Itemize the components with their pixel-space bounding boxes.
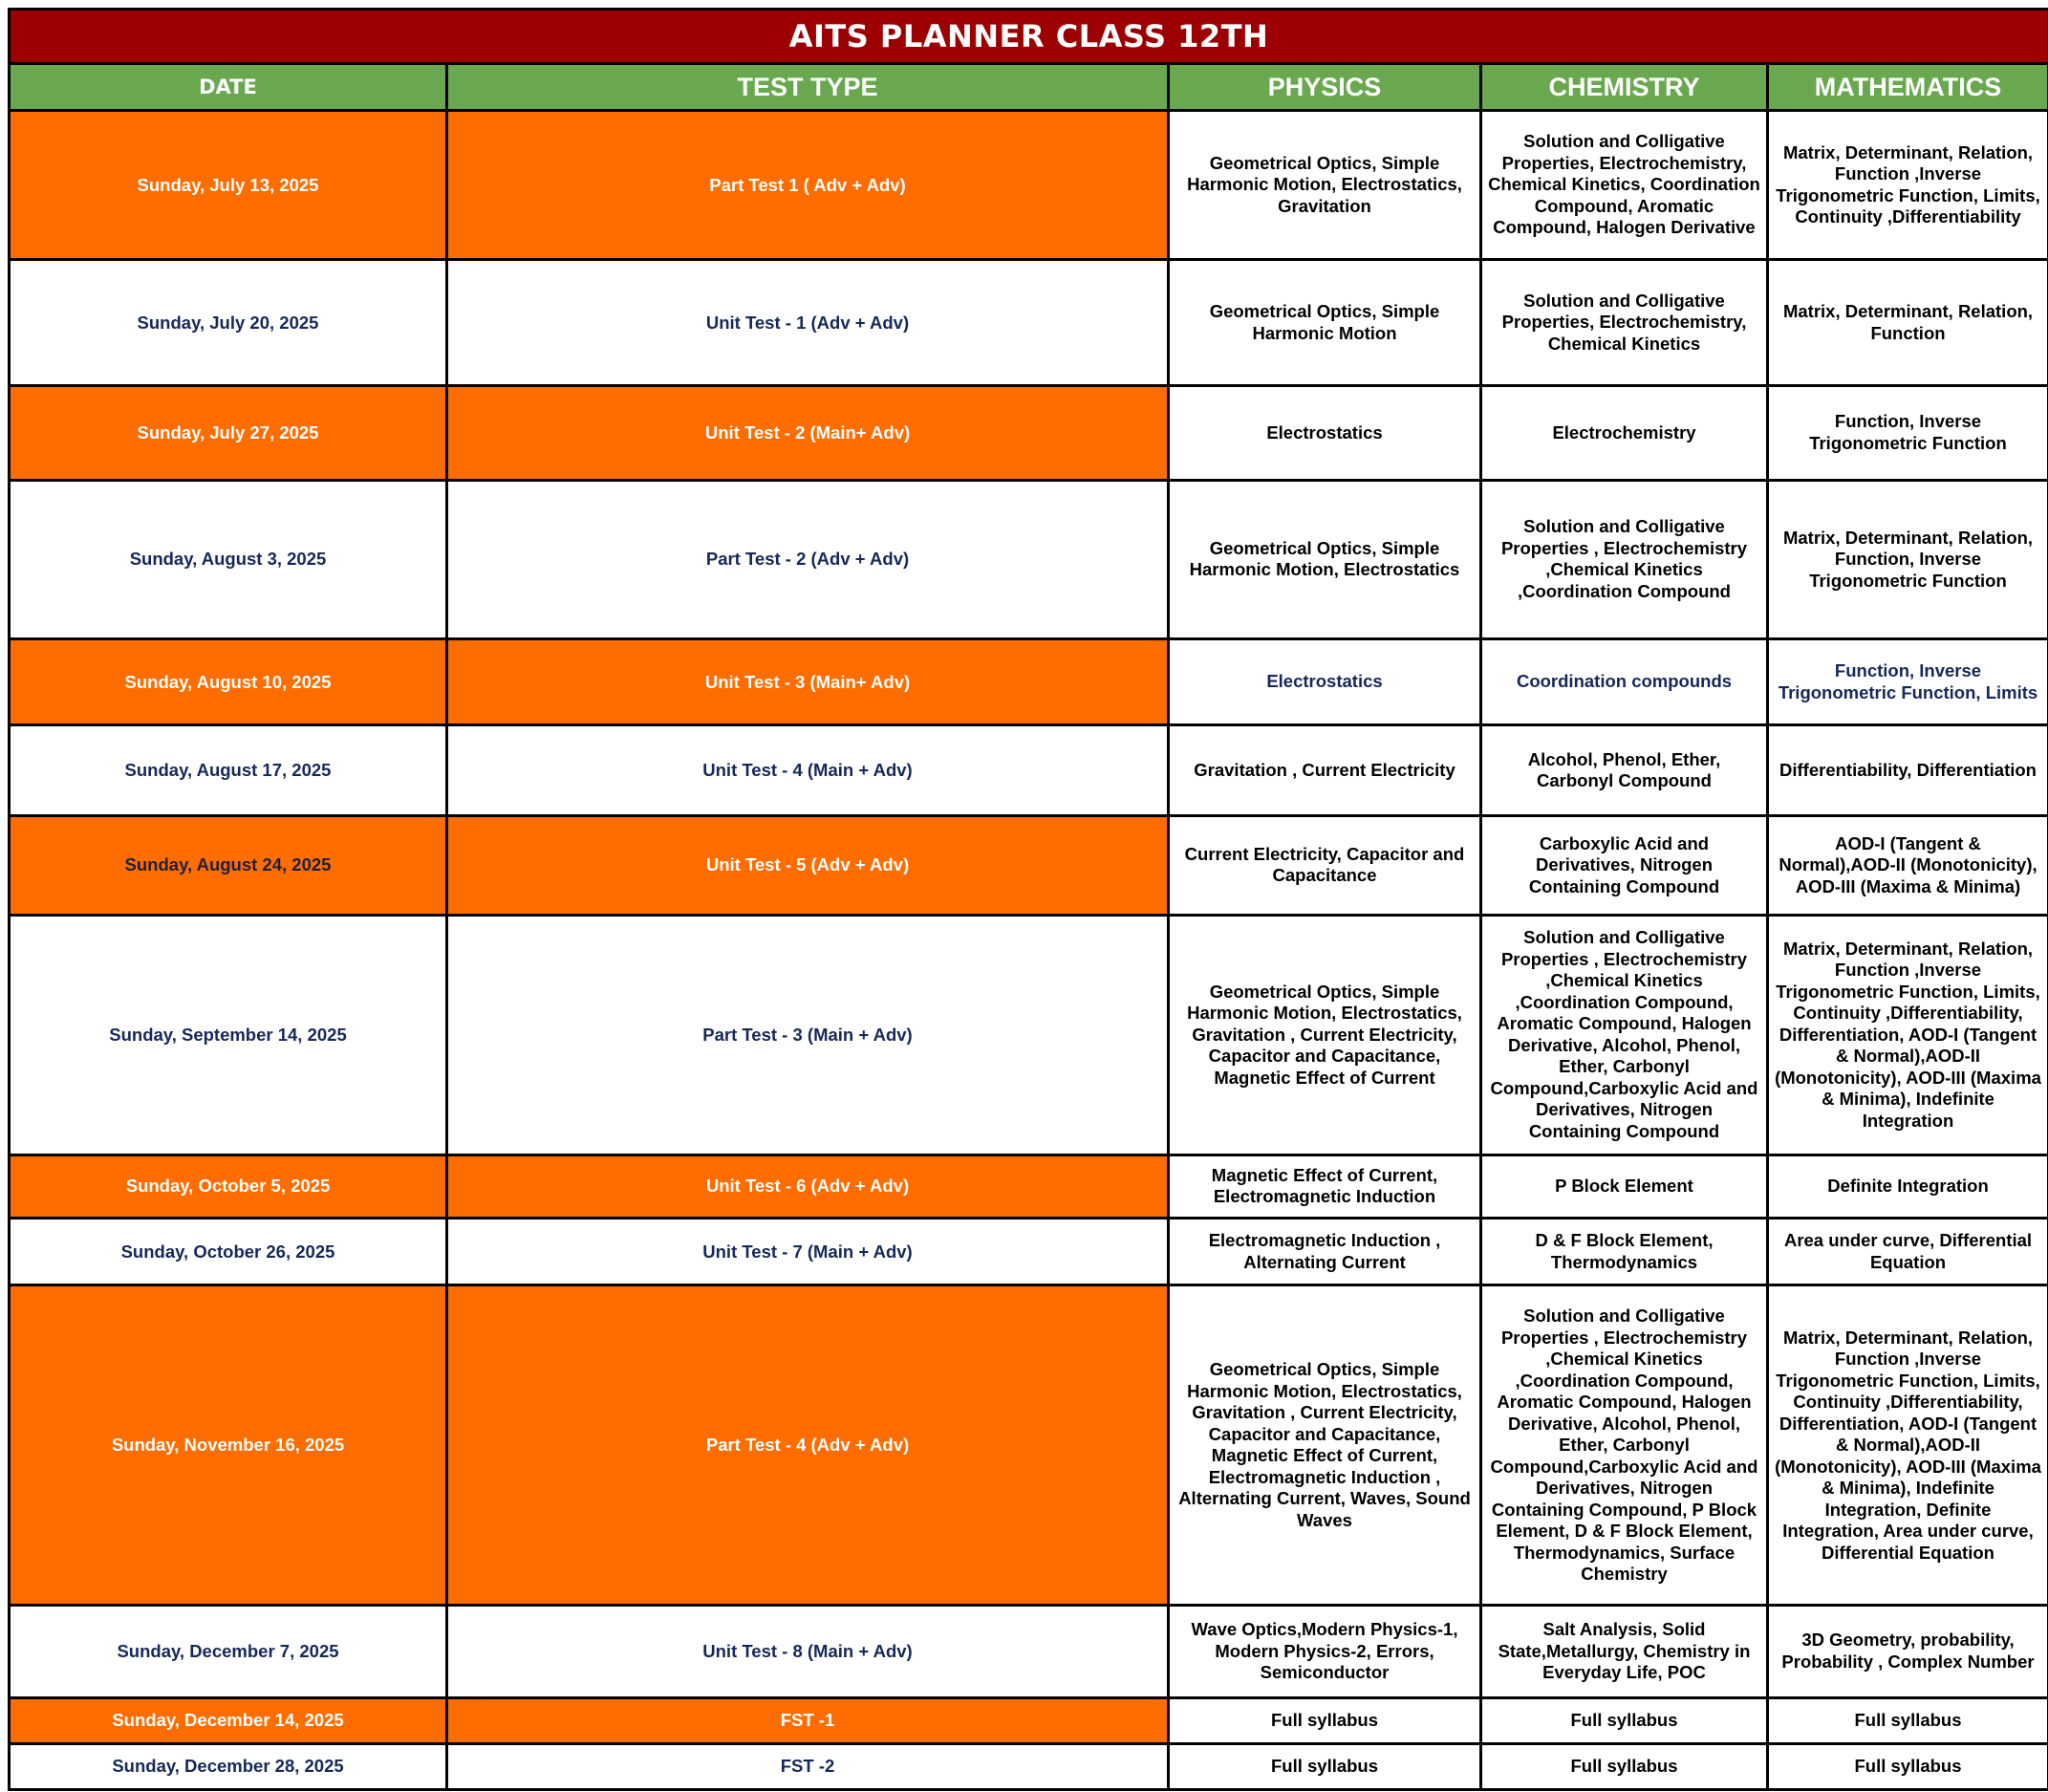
row-test-type: Unit Test - 3 (Main+ Adv) — [447, 639, 1169, 725]
table-row — [10, 725, 2048, 815]
row-physics: Geometrical Optics, Simple Harmonic Motion — [1169, 259, 1481, 385]
row-mathematics: Matrix, Determinant, Relation, Function ,Inverse Trigonometric Function, Limits, Continuity ,Differentiability, Differentiation, AOD-I (Tangent & Normal),AOD-II (Monotonicity), AOD-III (Maxima & Minima), Indefinite Integration, Definite Integration, Area under curve, Differential Equation — [1768, 1285, 2048, 1606]
table-row — [10, 1219, 2048, 1285]
row-chemistry: Coordination compounds — [1481, 639, 1768, 725]
row-test-type: Part Test - 3 (Main + Adv) — [447, 916, 1169, 1155]
row-physics: Geometrical Optics, Simple Harmonic Motion, Electrostatics, Gravitation , Current Electricity, Capacitor and Capacitance, Magnetic Effect of Current — [1169, 916, 1481, 1155]
row-mathematics: Full syllabus — [1768, 1697, 2048, 1743]
row-date: Sunday, October 26, 2025 — [10, 1219, 447, 1285]
row-test-type: FST -1 — [447, 1697, 1169, 1743]
row-mathematics: Function, Inverse Trigonometric Function — [1768, 386, 2048, 480]
table-row — [10, 916, 2048, 1155]
row-chemistry: Full syllabus — [1481, 1697, 1768, 1743]
row-test-type: FST -2 — [447, 1743, 1169, 1789]
row-date: Sunday, November 16, 2025 — [10, 1285, 447, 1606]
row-chemistry: P Block Element — [1481, 1155, 1768, 1218]
row-mathematics: 3D Geometry, probability, Probability , Complex Number — [1768, 1606, 2048, 1697]
row-physics: Wave Optics,Modern Physics-1, Modern Physics-2, Errors, Semiconductor — [1169, 1606, 1481, 1697]
row-mathematics: Full syllabus — [1768, 1743, 2048, 1789]
row-physics: Geometrical Optics, Simple Harmonic Motion, Electrostatics — [1169, 480, 1481, 639]
table-row — [10, 1743, 2048, 1789]
row-physics: Magnetic Effect of Current, Electromagnetic Induction — [1169, 1155, 1481, 1218]
row-test-type: Unit Test - 2 (Main+ Adv) — [447, 386, 1169, 480]
row-date: Sunday, July 27, 2025 — [10, 386, 447, 480]
table-row — [10, 386, 2048, 480]
row-date: Sunday, July 13, 2025 — [10, 111, 447, 260]
row-date: Sunday, August 17, 2025 — [10, 725, 447, 815]
row-mathematics: Function, Inverse Trigonometric Function, Limits — [1768, 639, 2048, 725]
header-chemistry: CHEMISTRY — [1481, 64, 1768, 111]
table-row — [10, 1697, 2048, 1743]
row-chemistry: Salt Analysis, Solid State,Metallurgy, Chemistry in Everyday Life, POC — [1481, 1606, 1768, 1697]
row-test-type: Unit Test - 6 (Adv + Adv) — [447, 1155, 1169, 1218]
row-physics: Geometrical Optics, Simple Harmonic Motion, Electrostatics, Gravitation — [1169, 111, 1481, 260]
row-date: Sunday, December 28, 2025 — [10, 1743, 447, 1789]
row-chemistry: Solution and Colligative Properties , Electrochemistry ,Chemical Kinetics ,Coordination Compound, Aromatic Compound, Halogen Derivative, Alcohol, Phenol, Ether, Carbonyl Compound,Carboxylic Acid and Derivatives, Nitrogen Containing Compound, P Block Element, D & F Block Element, Thermodynamics, Surface Chemistry — [1481, 1285, 1768, 1606]
row-chemistry: Solution and Colligative Properties, Electrochemistry, Chemical Kinetics, Coordination Compound, Aromatic Compound, Halogen Derivative — [1481, 111, 1768, 260]
table-row — [10, 639, 2048, 725]
row-test-type: Unit Test - 5 (Adv + Adv) — [447, 815, 1169, 915]
row-chemistry: D & F Block Element, Thermodynamics — [1481, 1219, 1768, 1285]
row-mathematics: Matrix, Determinant, Relation, Function, Inverse Trigonometric Function — [1768, 480, 2048, 639]
row-test-type: Part Test 1 ( Adv + Adv) — [447, 111, 1169, 260]
row-date: Sunday, December 7, 2025 — [10, 1606, 447, 1697]
row-physics: Full syllabus — [1169, 1697, 1481, 1743]
planner-title: AITS PLANNER CLASS 12TH — [10, 10, 2048, 64]
row-physics: Electrostatics — [1169, 386, 1481, 480]
row-date: Sunday, July 20, 2025 — [10, 259, 447, 385]
row-chemistry: Solution and Colligative Properties, Electrochemistry, Chemical Kinetics — [1481, 259, 1768, 385]
table-row — [10, 1285, 2048, 1606]
row-physics: Gravitation , Current Electricity — [1169, 725, 1481, 815]
row-physics: Electrostatics — [1169, 639, 1481, 725]
row-date: Sunday, December 14, 2025 — [10, 1697, 447, 1743]
row-chemistry: Carboxylic Acid and Derivatives, Nitrogen Containing Compound — [1481, 815, 1768, 915]
row-chemistry: Solution and Colligative Properties , Electrochemistry ,Chemical Kinetics ,Coordination Compound, Aromatic Compound, Halogen Derivative, Alcohol, Phenol, Ether, Carbonyl Compound,Carboxylic Acid and Derivatives, Nitrogen Containing Compound — [1481, 916, 1768, 1155]
table-row — [10, 1155, 2048, 1218]
row-mathematics: Area under curve, Differential Equation — [1768, 1219, 2048, 1285]
header-date: DATE — [10, 64, 447, 111]
title-row — [10, 10, 2048, 64]
row-test-type: Part Test - 4 (Adv + Adv) — [447, 1285, 1169, 1606]
table-row — [10, 815, 2048, 915]
header-test-type: TEST TYPE — [447, 64, 1169, 111]
row-chemistry: Alcohol, Phenol, Ether, Carbonyl Compound — [1481, 725, 1768, 815]
header-mathematics: MATHEMATICS — [1768, 64, 2048, 111]
row-physics: Electromagnetic Induction , Alternating Current — [1169, 1219, 1481, 1285]
table-row — [10, 1606, 2048, 1697]
row-chemistry: Solution and Colligative Properties , Electrochemistry ,Chemical Kinetics ,Coordination Compound — [1481, 480, 1768, 639]
row-chemistry: Full syllabus — [1481, 1743, 1768, 1789]
row-mathematics: Matrix, Determinant, Relation, Function — [1768, 259, 2048, 385]
row-physics: Current Electricity, Capacitor and Capacitance — [1169, 815, 1481, 915]
row-date: Sunday, October 5, 2025 — [10, 1155, 447, 1218]
header-row — [10, 64, 2048, 111]
row-mathematics: Definite Integration — [1768, 1155, 2048, 1218]
row-date: Sunday, August 3, 2025 — [10, 480, 447, 639]
row-test-type: Part Test - 2 (Adv + Adv) — [447, 480, 1169, 639]
row-test-type: Unit Test - 4 (Main + Adv) — [447, 725, 1169, 815]
row-mathematics: AOD-I (Tangent & Normal),AOD-II (Monotonicity), AOD-III (Maxima & Minima) — [1768, 815, 2048, 915]
row-chemistry: Electrochemistry — [1481, 386, 1768, 480]
row-physics: Full syllabus — [1169, 1743, 1481, 1789]
row-date: Sunday, August 24, 2025 — [10, 815, 447, 915]
table-row — [10, 480, 2048, 639]
row-date: Sunday, September 14, 2025 — [10, 916, 447, 1155]
row-mathematics: Matrix, Determinant, Relation, Function ,Inverse Trigonometric Function, Limits, Continuity ,Differentiability, Differentiation, AOD-I (Tangent & Normal),AOD-II (Monotonicity), AOD-III (Maxima & Minima), Indefinite Integration — [1768, 916, 2048, 1155]
row-test-type: Unit Test - 1 (Adv + Adv) — [447, 259, 1169, 385]
row-date: Sunday, August 10, 2025 — [10, 639, 447, 725]
table-row — [10, 111, 2048, 260]
header-physics: PHYSICS — [1169, 64, 1481, 111]
row-test-type: Unit Test - 7 (Main + Adv) — [447, 1219, 1169, 1285]
row-test-type: Unit Test - 8 (Main + Adv) — [447, 1606, 1169, 1697]
aits-planner-table — [8, 8, 2048, 1791]
row-mathematics: Matrix, Determinant, Relation, Function ,Inverse Trigonometric Function, Limits, Continuity ,Differentiability — [1768, 111, 2048, 260]
table-row — [10, 259, 2048, 385]
row-mathematics: Differentiability, Differentiation — [1768, 725, 2048, 815]
row-physics: Geometrical Optics, Simple Harmonic Motion, Electrostatics, Gravitation , Current Electricity, Capacitor and Capacitance, Magnetic Effect of Current, Electromagnetic Induction , Alternating Current, Waves, Sound Waves — [1169, 1285, 1481, 1606]
